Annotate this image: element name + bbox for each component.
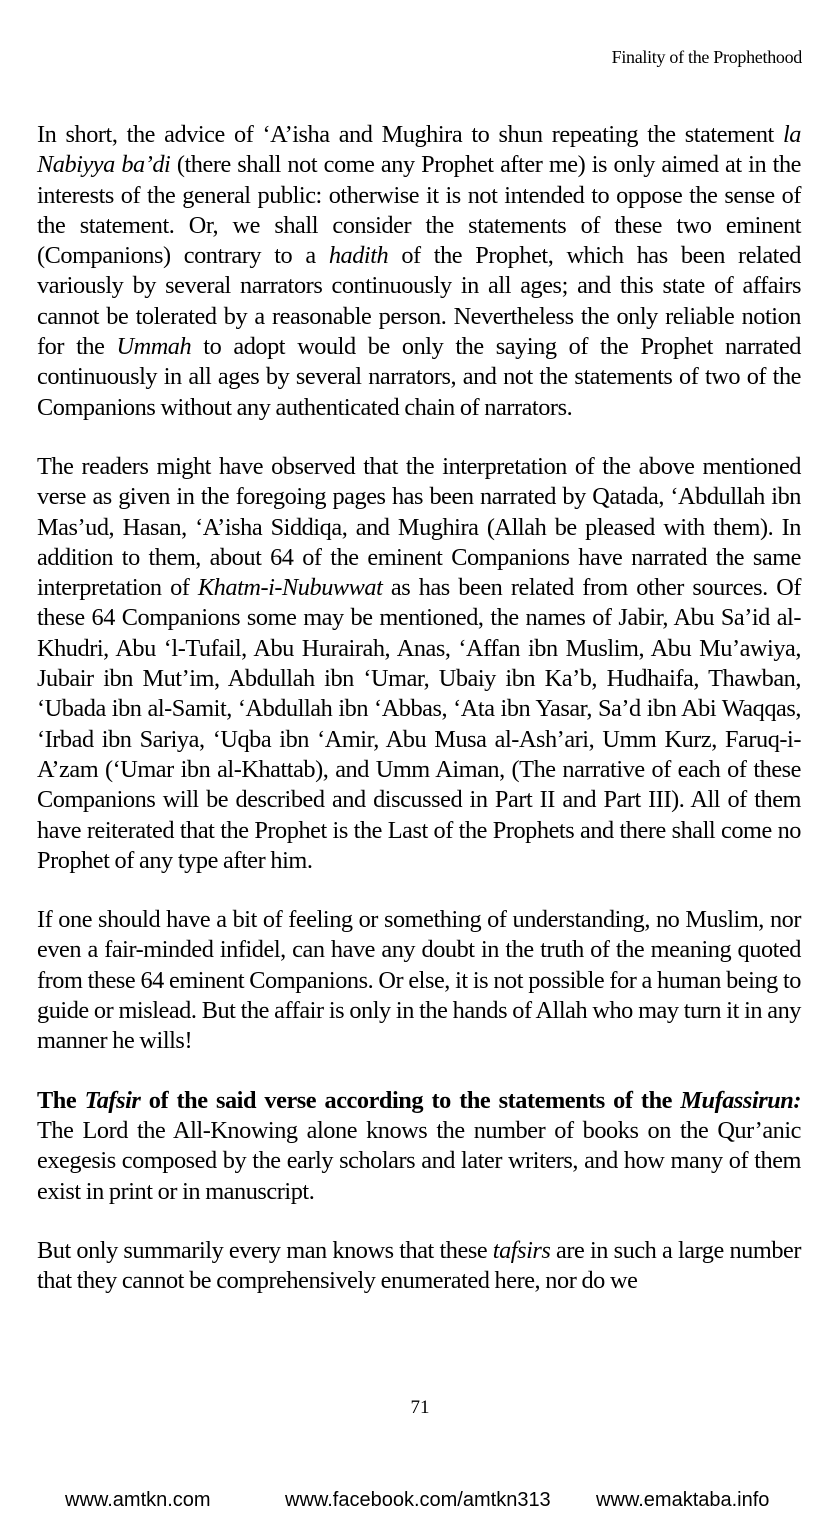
paragraph-2: [37, 452, 801, 876]
paragraph-3: [37, 905, 801, 1056]
italic-term: hadith: [328, 242, 389, 270]
text-run: In short, the advice of ‘A’isha and Mughira to shun repeating the statement: [37, 121, 783, 148]
text-run: to adopt would be only the saying of the Prophet narrated continuously in all ages by several narrators, and not the statements of two of the Companions without any authenticated chain of narrators.: [37, 333, 801, 421]
paragraph-4: [37, 1086, 801, 1207]
section-heading-run: of the said verse according to the statements of the: [140, 1086, 681, 1114]
footer-link-amtkn[interactable]: www.amtkn.com: [65, 1489, 211, 1511]
italic-term: la Nabiyya ba’di: [37, 121, 801, 179]
text-run: of the Prophet, which has been related variously by several narrators continuously in all ages; and this state of affairs cannot be tolerated by a reasonable person. Nevertheless the only reliable notion for the: [37, 242, 802, 361]
running-header: Finality of the Prophethood: [611, 47, 802, 67]
section-heading-italic: Tafsir: [84, 1086, 141, 1114]
text-run: as has been related from other sources. Of these 64 Companions some may be mentioned, the names of Jabir, Abu Sa’id al-Khudri, Abu ‘l-Tufail, Abu Hurairah, Anas, ‘Affan ibn Muslim, Abu Mu’awiya, Jubair ibn Mut’im, Abdullah ibn ‘Umar, Ubaiy ibn Ka’b, Hudhaifa, Thawban, ‘Ubada ibn al-Samit, ‘Abdullah ibn ‘Abbas, ‘Ata ibn Yasar, Sa’d ibn Abi Waqqas, ‘Irbad ibn Sariya, ‘Uqba ibn ‘Amir, Abu Musa al-Ash’ari, Umm Kurz, Faruq-i-A’zam (‘Umar ibn al-Khattab), and Umm Aiman, (The narrative of each of these Companions will be described and discussed in Part II and Part III). All of them have reiterated that the Prophet is the Last of the Prophets and there shall come no Prophet of any type after him.: [37, 574, 801, 874]
italic-term: Ummah: [116, 333, 192, 361]
page-number: 71: [410, 1397, 430, 1418]
body-text: [37, 120, 801, 1325]
italic-term: Khatm-i-Nubuwwat: [197, 574, 383, 602]
text-run: are in such a large number that they cannot be comprehensively enumerated here, nor do we: [37, 1236, 801, 1295]
paragraph-5: [37, 1236, 801, 1297]
footer-link-facebook[interactable]: www.facebook.com/amtkn313: [285, 1489, 551, 1511]
italic-term: tafsirs: [492, 1236, 551, 1264]
section-heading-run: The: [37, 1086, 85, 1114]
text-run: (there shall not come any Prophet after me) is only aimed at in the interests of the general public: otherwise it is not intended to oppose the sense of the statement. Or, we shall consider the statements of these two eminent (Companions) contrary to a: [37, 151, 802, 270]
section-heading-italic: Mufassirun:: [680, 1086, 802, 1114]
text-run: The Lord the All-Knowing alone knows the number of books on the Qur’anic exegesis composed by the early scholars and later writers, and how many of them exist in print or in manuscript.: [37, 1116, 801, 1205]
text-run: But only summarily every man knows that these: [37, 1236, 493, 1264]
footer-link-emaktaba[interactable]: www.emaktaba.info: [596, 1489, 770, 1511]
paragraph-1: [37, 120, 801, 423]
text-run: The readers might have observed that the interpretation of the above mentioned verse as given in the foregoing pages has been narrated by Qatada, ‘Abdullah ibn Mas’ud, Hasan, ‘A’isha Siddiqa, and Mughira (Allah be pleased with them). In addition to them, about 64 of the eminent Companions have narrated the same interpretation of: [37, 452, 801, 602]
footer-links: [0, 1488, 840, 1512]
text-run: If one should have a bit of feeling or something of understanding, no Muslim, nor even a fair-minded infidel, can have any doubt in the truth of the meaning quoted from these 64 eminent Companions. Or else, it is not possible for a human being to guide or mislead. But the affair is only in the hands of Allah who may turn it in any manner he wills!: [37, 906, 801, 1055]
